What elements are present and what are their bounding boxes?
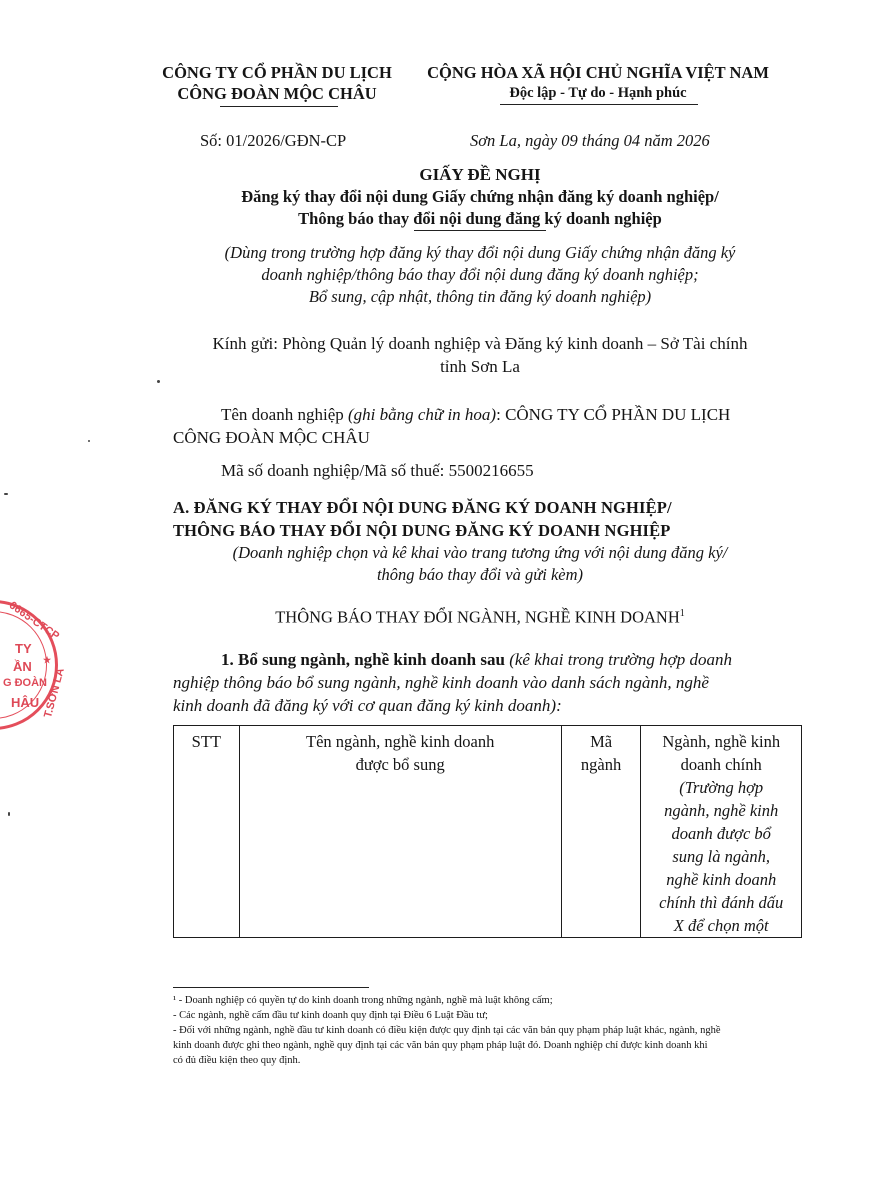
- footnote-3: - Đối với những ngành, nghề đầu tư kinh doanh có điều kiện được quy định tại các văn bản quy phạm pháp luật khác, ngành, nghề: [173, 1025, 721, 1036]
- section-a-heading-line2: THÔNG BÁO THAY ĐỔI NỘI DUNG ĐĂNG KÝ DOANH NGHIỆP: [173, 521, 671, 540]
- title-note-line1: (Dùng trong trường hợp đăng ký thay đổi nội dung Giấy chứng nhận đăng ký: [224, 243, 736, 262]
- document-subtitle-line2: Thông báo thay đổi nội dung đăng ký doanh nghiệp: [298, 209, 662, 228]
- header-main-note-6: X để chọn một: [673, 916, 769, 935]
- company-name-line1: CÔNG TY CỔ PHẦN DU LỊCH: [162, 63, 392, 82]
- nation-title: CỘNG HÒA XÃ HỘI CHỦ NGHĨA VIỆT NAM: [427, 63, 769, 82]
- motto-underline: [500, 104, 698, 105]
- seal-text-line3: ẦN: [13, 659, 32, 674]
- seal-text-line2: TY: [15, 641, 32, 656]
- tax-code: Mã số doanh nghiệp/Mã số thuế: 5500216655: [221, 461, 534, 480]
- company-name-label: Tên doanh nghiệp: [221, 405, 348, 424]
- header-main-note-3: sung là ngành,: [672, 847, 771, 866]
- nation-header: [420, 62, 776, 103]
- header-main-note-2: doanh được bổ: [671, 824, 771, 843]
- header-name-line2: được bổ sung: [355, 755, 445, 774]
- seal-text-line5: HÂU: [11, 695, 40, 710]
- scan-speck: [157, 380, 160, 383]
- header-main-line1: Ngành, nghề kinh: [662, 732, 781, 751]
- notice-footnote-ref: 1: [679, 608, 685, 619]
- place-date: Sơn La, ngày 09 tháng 04 năm 2026: [470, 131, 710, 150]
- business-lines-table: [173, 725, 802, 938]
- seal-text-line4: G ĐOÀN: [3, 677, 47, 689]
- document-title-block: [150, 164, 810, 230]
- header-main-line: [641, 726, 802, 938]
- footnote-1: ¹ - Doanh nghiệp có quyền tự do kinh doanh trong những ngành, nghề mà luật không cấm;: [173, 995, 553, 1006]
- section-a-heading-line1: A. ĐĂNG KÝ THAY ĐỔI NỘI DUNG ĐĂNG KÝ DOANH NGHIỆP/: [173, 498, 672, 517]
- item1-note-line1: (kê khai trong trường hợp doanh: [509, 650, 732, 669]
- notice-title-text: THÔNG BÁO THAY ĐỔI NGÀNH, NGHỀ KINH DOANH: [275, 607, 680, 627]
- footnote-5: có đủ điều kiện theo quy định.: [173, 1055, 301, 1066]
- company-name-value-line2: CÔNG ĐOÀN MỘC CHÂU: [173, 428, 370, 447]
- header-name-line1: Tên ngành, nghề kinh doanh: [305, 732, 495, 751]
- footnote-2: - Các ngành, nghề cấm đầu tư kinh doanh quy định tại Điều 6 Luật Đầu tư;: [173, 1010, 488, 1021]
- scan-speck: [4, 493, 8, 495]
- document-number: Số: 01/2026/GĐN-CP: [200, 131, 347, 150]
- footnotes: [173, 993, 803, 1068]
- header-stt-text: STT: [191, 732, 221, 751]
- scan-speck: [8, 812, 10, 816]
- section-a-note-line1: (Doanh nghiệp chọn và kê khai vào trang tương ứng với nội dung đăng ký/: [232, 543, 728, 562]
- document-subtitle-line1: Đăng ký thay đổi nội dung Giấy chứng nhận đăng ký doanh nghiệp/: [241, 187, 719, 206]
- section-a-note-line2: thông báo thay đổi và gửi kèm): [376, 565, 584, 584]
- title-underline: [414, 230, 546, 231]
- recipient: [150, 332, 810, 378]
- company-header: [150, 62, 404, 104]
- header-code-line2: ngành: [580, 755, 622, 774]
- recipient-line2: tỉnh Sơn La: [440, 357, 520, 376]
- nation-motto: Độc lập - Tự do - Hạnh phúc: [509, 85, 687, 101]
- header-name: [239, 726, 561, 938]
- seal-star-icon: ★: [43, 655, 52, 665]
- item1-note-line3: kinh doanh đã đăng ký với cơ quan đăng ký kinh doanh):: [173, 696, 562, 715]
- header-main-note-5: chính thì đánh dấu: [659, 893, 784, 912]
- title-note-line3: Bổ sung, cập nhật, thông tin đăng ký doanh nghiệp): [308, 287, 652, 306]
- header-stt: [174, 726, 240, 938]
- title-note: [150, 242, 810, 308]
- item1-lead: 1. Bổ sung ngành, nghề kinh doanh sau: [221, 650, 510, 669]
- footnote-4: kinh doanh được ghi theo ngành, nghề quy định tại các văn bản quy phạm pháp luật đó. Doanh nghiệp chỉ được kinh doanh khi: [173, 1040, 708, 1051]
- header-main-note-0: (Trường hợp: [679, 778, 764, 797]
- header-code-line1: Mã: [590, 732, 613, 751]
- notice-title: [150, 603, 810, 629]
- item1-paragraph: [173, 648, 803, 717]
- company-seal: [0, 599, 67, 730]
- seal-text-top: 6665-CTCP: [6, 599, 62, 643]
- company-name-hint: (ghi bằng chữ in hoa): [348, 405, 497, 424]
- header-main-line2: doanh chính: [680, 755, 762, 774]
- company-underline: [220, 106, 338, 107]
- company-name-line2: CÔNG ĐOÀN MỘC CHÂU: [177, 84, 377, 103]
- footnote-separator: [173, 987, 369, 988]
- title-note-line2: doanh nghiệp/thông báo thay đổi nội dung đăng ký doanh nghiệp;: [261, 265, 699, 284]
- header-main-note-4: nghề kinh doanh: [666, 870, 777, 889]
- header-code: [561, 726, 641, 938]
- table-header-row: [174, 726, 802, 938]
- seal-text-bottom: T.SƠN LA: [42, 666, 67, 720]
- scan-speck: [88, 440, 90, 442]
- item1-note-line2: nghiệp thông báo bổ sung ngành, nghề kinh doanh vào danh sách ngành, nghề: [173, 673, 709, 692]
- section-a-note: [150, 542, 810, 586]
- header-main-note-1: ngành, nghề kinh: [664, 801, 779, 820]
- recipient-line1: Kính gửi: Phòng Quản lý doanh nghiệp và Đăng ký kinh doanh – Sở Tài chính: [212, 334, 748, 353]
- company-name-field: [221, 403, 801, 426]
- document-title: GIẤY ĐỀ NGHỊ: [419, 165, 541, 184]
- section-a-heading: [173, 496, 813, 542]
- company-name-value: : CÔNG TY CỔ PHẦN DU LỊCH: [496, 405, 731, 424]
